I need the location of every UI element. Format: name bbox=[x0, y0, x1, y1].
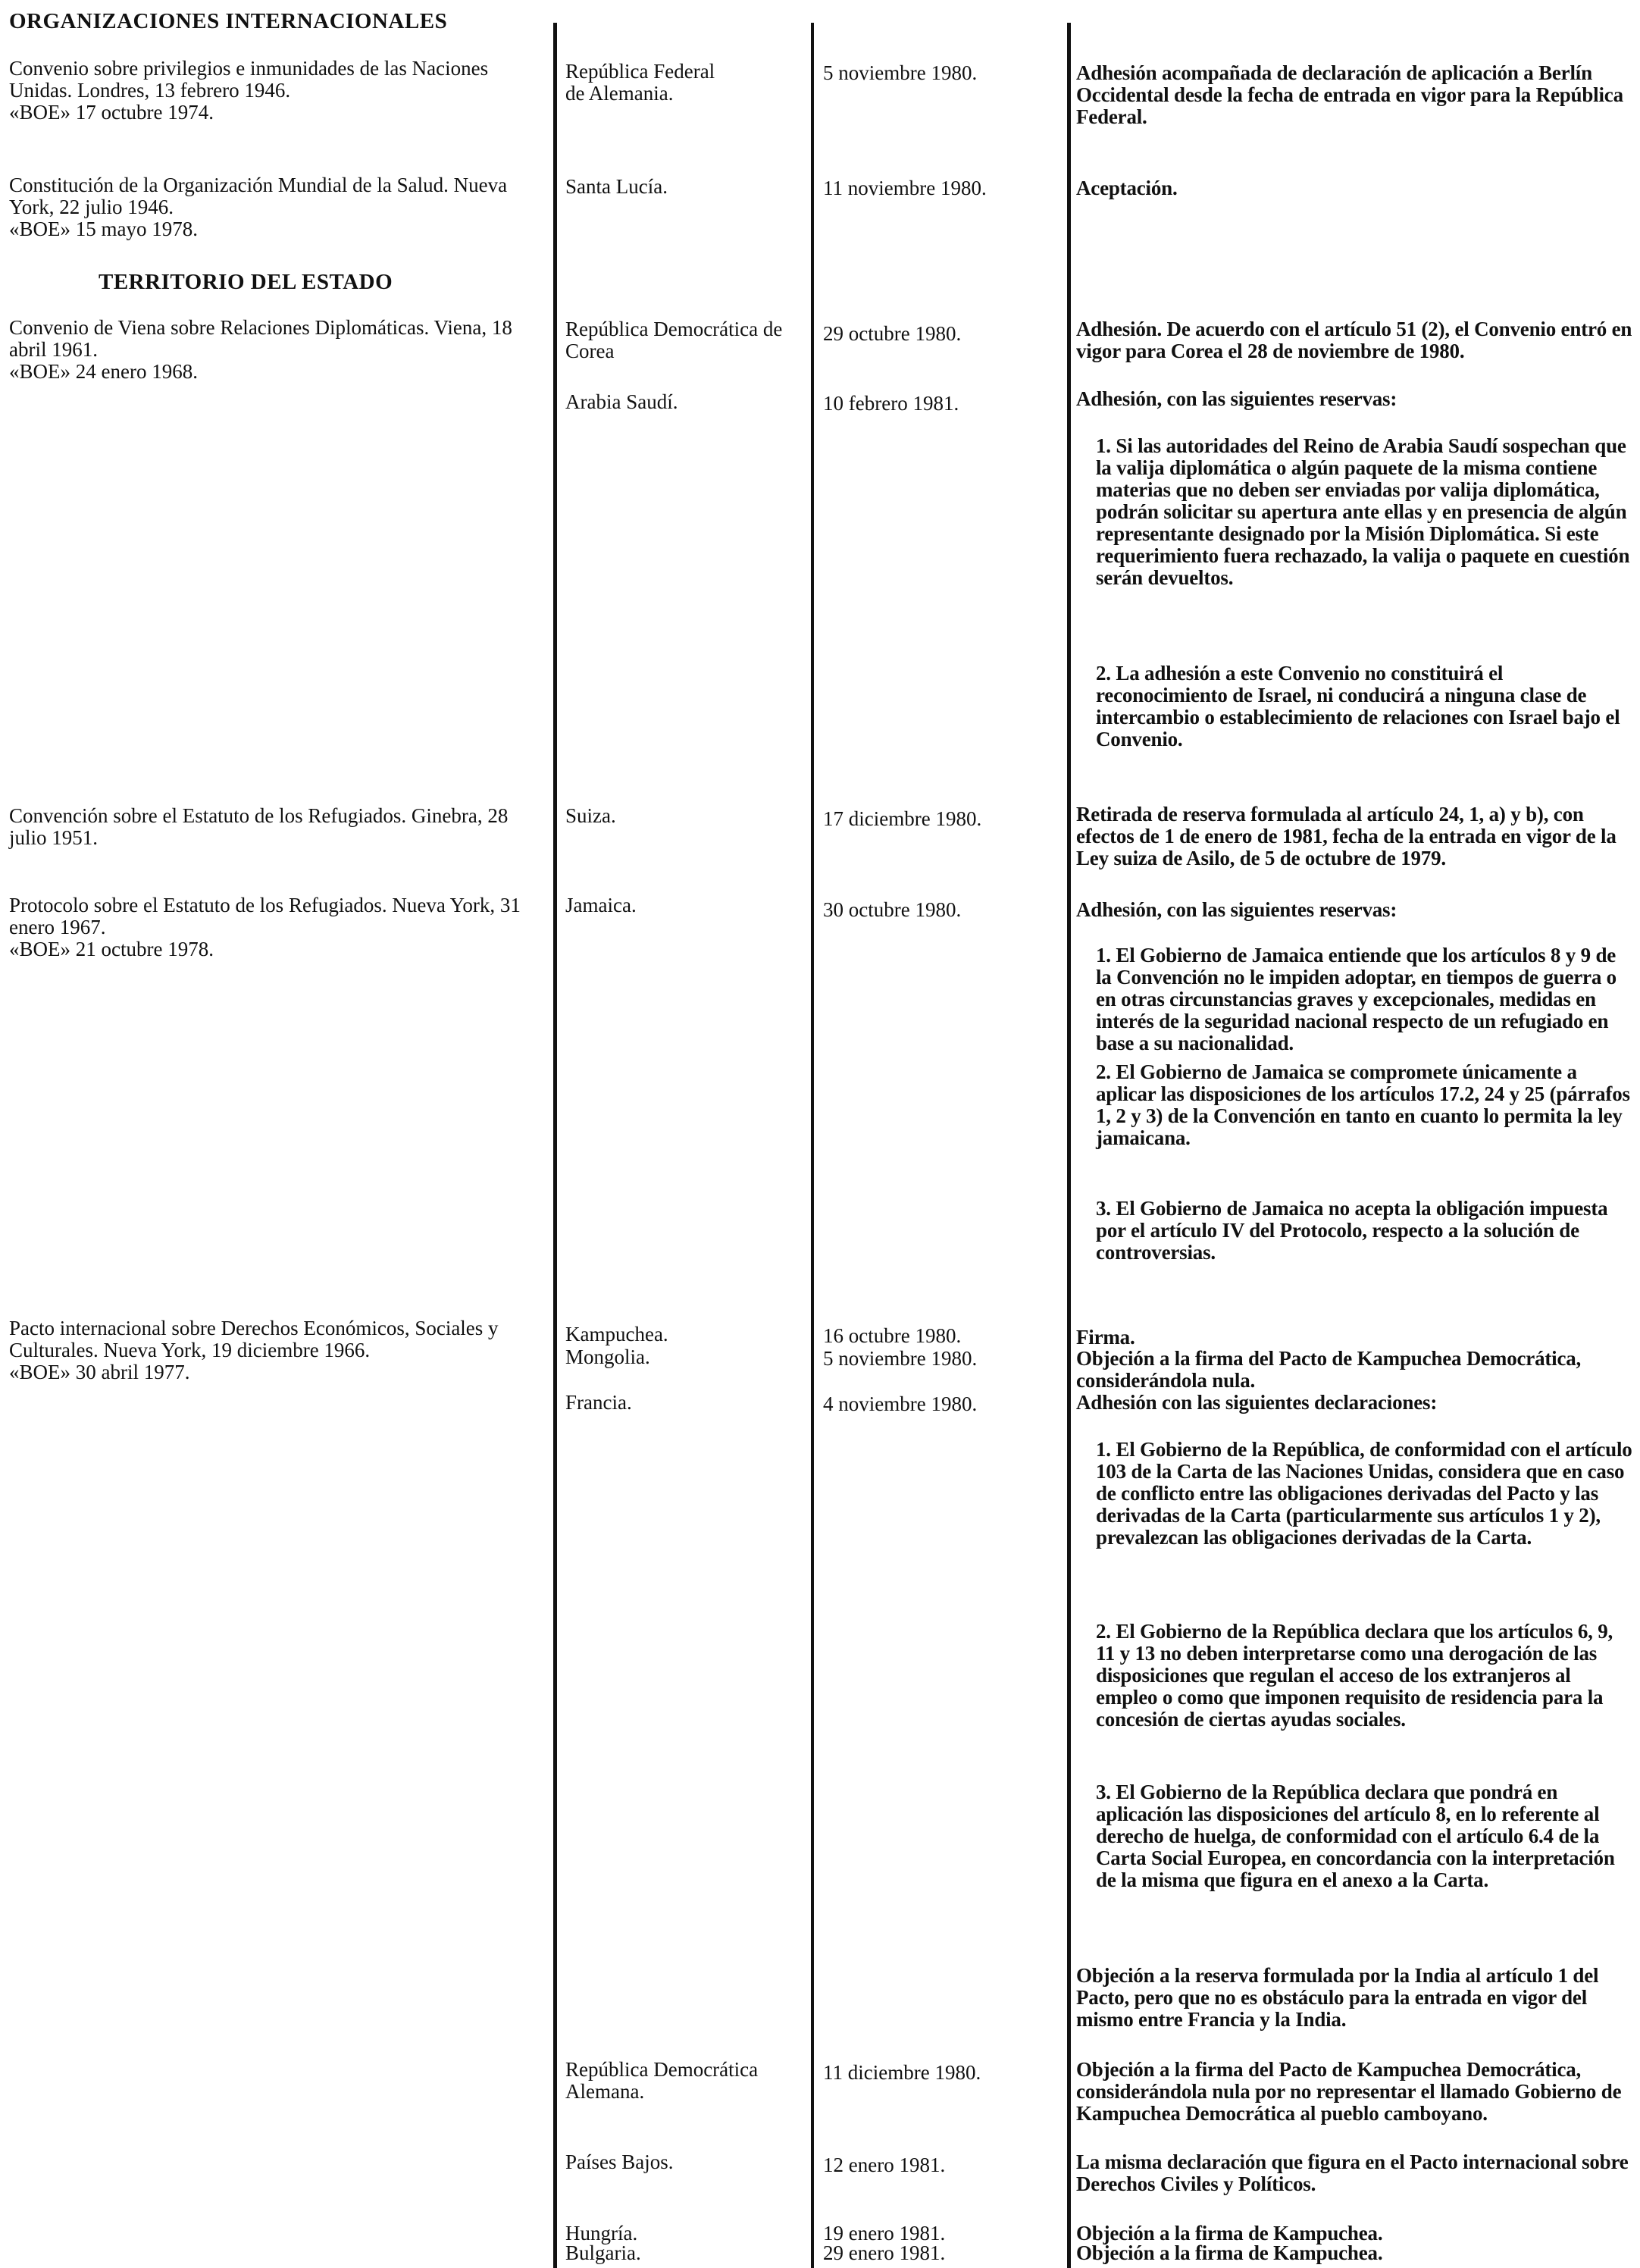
date-rda: 11 diciembre 1980. bbox=[823, 2061, 981, 2084]
state-mongolia: Mongolia. bbox=[565, 1345, 650, 1368]
date-santa-lucia: 11 noviembre 1980. bbox=[823, 177, 987, 199]
reserva-jamaica-1: 1. El Gobierno de Jamaica entiende que los artículos 8 y 9 de la Convención no le impiden adoptar, en tiempos de guerra o en otras circunstancias graves y excepcionales, medidas en interés de la seguridad nacional respecto de un refugiado en base a su nacionalidad. bbox=[1096, 944, 1617, 1054]
treaty-protocolo-refugiados: Protocolo sobre el Estatuto de los Refugiados. Nueva York, 31 enero 1967. «BOE» 21 octubre 1978. bbox=[9, 894, 521, 960]
objecion-francia-india: Objeción a la reserva formulada por la India al artículo 1 del Pacto, pero que no es obstáculo para la entrada en vigor del mismo entre Francia y la India. bbox=[1076, 1964, 1599, 2031]
note-paises-bajos: La misma declaración que figura en el Pacto internacional sobre Derechos Civiles y Políticos. bbox=[1076, 2151, 1629, 2195]
note-hungria: Objeción a la firma de Kampuchea. bbox=[1076, 2222, 1383, 2245]
note-jamaica: Adhesión, con las siguientes reservas: bbox=[1076, 898, 1397, 921]
state-santa-lucia: Santa Lucía. bbox=[565, 175, 668, 198]
column-rule-3 bbox=[1067, 23, 1071, 2268]
treaty-viena: Convenio de Viena sobre Relaciones Diplomáticas. Viena, 18 abril 1961. «BOE» 24 enero 1968. bbox=[9, 316, 512, 383]
declaracion-francia-1: 1. El Gobierno de la República, de conformidad con el artículo 103 de la Carta de las Naciones Unidas, considera que en caso de conflicto entre las obligaciones derivadas del Pacto y las derivadas de la Carta (particularmente sus artículos 1 y 2), prevalezcan las obligaciones derivadas de la Carta. bbox=[1096, 1438, 1632, 1549]
reserva-arabia-2: 2. La adhesión a este Convenio no constituirá el reconocimiento de Israel, ni conducirá a ninguna clase de intercambio o establecimiento de relaciones con Israel bajo el Convenio. bbox=[1096, 662, 1620, 750]
note-santa-lucia: Aceptación. bbox=[1076, 177, 1178, 199]
declaracion-francia-2: 2. El Gobierno de la República declara que los artículos 6, 9, 11 y 13 no deben interpretarse como una derogación de las disposiciones que regulan el acceso de los extranjeros al empleo o como que imponen requisito de residencia para la concesión de ciertas ayudas sociales. bbox=[1096, 1620, 1613, 1731]
note-arabia-saudi: Adhesión, con las siguientes reservas: bbox=[1076, 387, 1397, 410]
state-rda: República Democrática Alemana. bbox=[565, 2058, 759, 2103]
date-paises-bajos: 12 enero 1981. bbox=[823, 2154, 946, 2176]
date-bulgaria: 29 enero 1981. bbox=[823, 2241, 946, 2264]
reserva-arabia-1: 1. Si las autoridades del Reino de Arabia Saudí sospechan que la valija diplomática o algún paquete de la misma contiene materias que no deben ser enviadas por valija diplomática, podrán solicitar su apertura ante ellas y en presencia de algún representante designado por la Misión Diplomática. Si este requerimiento fuera rechazado, la valija o paquete en cuestión serán devueltos. bbox=[1096, 434, 1630, 589]
note-alemania: Adhesión acompañada de declaración de aplicación a Berlín Occidental desde la fecha de entrada en vigor para la República Federal. bbox=[1076, 61, 1623, 128]
section-heading-international-orgs: ORGANIZACIONES INTERNACIONALES bbox=[9, 9, 448, 33]
state-corea: República Democrática de Corea bbox=[565, 318, 783, 362]
note-corea: Adhesión. De acuerdo con el artículo 51 (2), el Convenio entró en vigor para Corea el 28 de noviembre de 1980. bbox=[1076, 318, 1632, 362]
note-kampuchea: Firma. bbox=[1076, 1326, 1135, 1349]
note-rda: Objeción a la firma del Pacto de Kampuchea Democrática, considerándola nula por no representar el llamado Gobierno de Kampuchea Democrática al pueblo camboyano. bbox=[1076, 2058, 1622, 2125]
note-suiza: Retirada de reserva formulada al artículo 24, 1, a) y b), con efectos de 1 de enero de 1981, fecha de la entrada en vigor de la Ley suiza de Asilo, de 5 de octubre de 1979. bbox=[1076, 803, 1617, 869]
column-rule-1 bbox=[553, 23, 557, 2268]
state-francia: Francia. bbox=[565, 1391, 632, 1414]
treaty-pacto-desc: Pacto internacional sobre Derechos Económicos, Sociales y Culturales. Nueva York, 19 diciembre 1966. «BOE» 30 abril 1977. bbox=[9, 1317, 499, 1383]
date-kampuchea: 16 octubre 1980. bbox=[823, 1324, 962, 1347]
state-suiza: Suiza. bbox=[565, 804, 616, 827]
treaty-oms: Constitución de la Organización Mundial de la Salud. Nueva York, 22 julio 1946. «BOE» 15 mayo 1978. bbox=[9, 174, 508, 240]
column-rule-2 bbox=[811, 23, 814, 2268]
date-alemania: 5 noviembre 1980. bbox=[823, 61, 978, 84]
date-jamaica: 30 octubre 1980. bbox=[823, 898, 962, 921]
state-kampuchea: Kampuchea. bbox=[565, 1323, 668, 1345]
treaty-privilegios-onu: Convenio sobre privilegios e inmunidades de las Naciones Unidas. Londres, 13 febrero 1946. «BOE» 17 octubre 1974. bbox=[9, 57, 489, 124]
section-heading-state-territory: TERRITORIO DEL ESTADO bbox=[99, 270, 393, 294]
date-hungria: 19 enero 1981. bbox=[823, 2222, 946, 2245]
date-francia: 4 noviembre 1980. bbox=[823, 1392, 978, 1415]
state-bulgaria: Bulgaria. bbox=[565, 2241, 641, 2264]
note-francia: Adhesión con las siguientes declaraciones: bbox=[1076, 1391, 1438, 1414]
date-mongolia: 5 noviembre 1980. bbox=[823, 1347, 978, 1370]
date-arabia-saudi: 10 febrero 1981. bbox=[823, 392, 959, 415]
reserva-jamaica-2: 2. El Gobierno de Jamaica se compromete únicamente a aplicar las disposiciones de los artículos 17.2, 24 y 25 (párrafos 1, 2 y 3) de la Convención en tanto en cuanto lo permita la ley jamaicana. bbox=[1096, 1060, 1630, 1149]
reserva-jamaica-3: 3. El Gobierno de Jamaica no acepta la obligación impuesta por el artículo IV del Protocolo, respecto a la solución de controversias. bbox=[1096, 1197, 1608, 1264]
note-mongolia: Objeción a la firma del Pacto de Kampuchea Democrática, considerándola nula. bbox=[1076, 1347, 1582, 1392]
date-suiza: 17 diciembre 1980. bbox=[823, 807, 982, 830]
note-bulgaria: Objeción a la firma de Kampuchea. bbox=[1076, 2241, 1383, 2264]
treaty-estatuto-refugiados: Convención sobre el Estatuto de los Refugiados. Ginebra, 28 julio 1951. bbox=[9, 804, 509, 849]
state-arabia-saudi: Arabia Saudí. bbox=[565, 390, 678, 413]
state-jamaica: Jamaica. bbox=[565, 894, 637, 916]
state-hungria: Hungría. bbox=[565, 2222, 638, 2245]
date-corea: 29 octubre 1980. bbox=[823, 322, 962, 345]
state-paises-bajos: Países Bajos. bbox=[565, 2151, 674, 2173]
state-alemania: República Federal de Alemania. bbox=[565, 60, 715, 105]
declaracion-francia-3: 3. El Gobierno de la República declara que pondrá en aplicación las disposiciones del artículo 8, en lo referente al derecho de huelga, de conformidad con el artículo 6.4 de la Carta Social Europea, en concordancia con la interpretación de la misma que figura en el anexo a la Carta. bbox=[1096, 1781, 1615, 1891]
